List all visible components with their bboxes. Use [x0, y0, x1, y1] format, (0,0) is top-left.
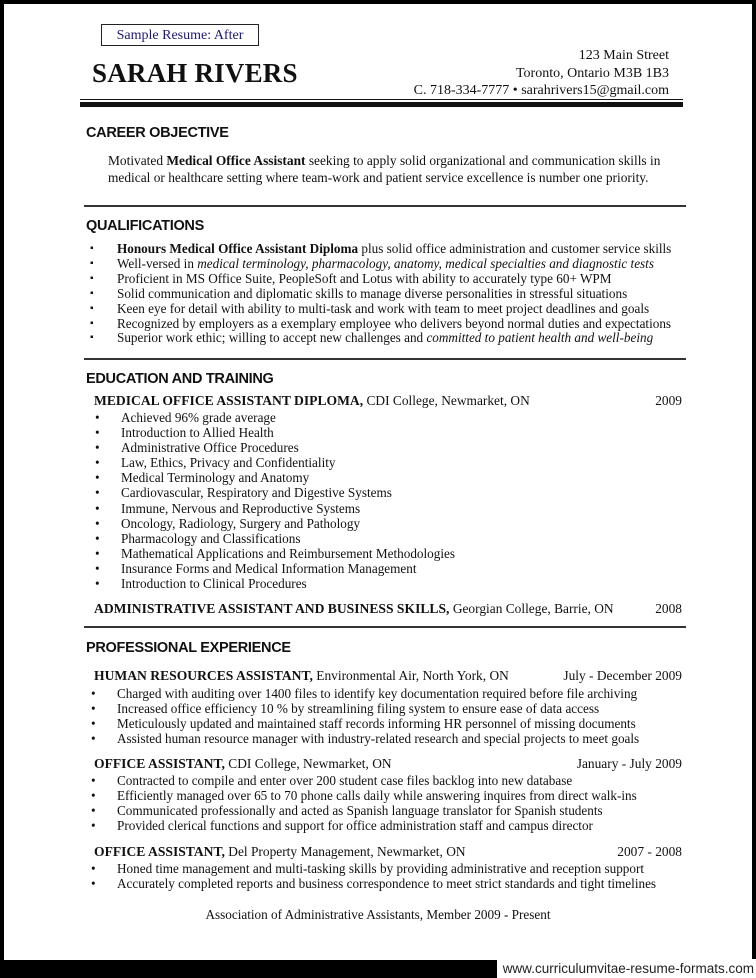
duty-item [88, 818, 637, 833]
job-entry-title [94, 668, 682, 684]
qualification-item [88, 331, 671, 346]
objective-role: Medical Office Assistant [166, 153, 306, 168]
duty-item [88, 701, 639, 716]
qualification-text: Proficient in MS Office Suite, PeopleSoft and Lotus with ability to accurately type 60+ WPM [117, 270, 612, 286]
course-name: Pharmacology and Classifications [121, 530, 301, 546]
job-entry-title [94, 756, 682, 772]
square-bullet-icon: ▪ [90, 272, 94, 284]
bullet-icon: • [91, 686, 96, 701]
job-duties-list [88, 773, 637, 833]
qualification-text: Solid communication and diplomatic skills to manage diverse personalities in stressful situations [117, 285, 628, 301]
phone-email-line [414, 82, 669, 100]
employer-detail: CDI College, Newmarket, ON [224, 756, 392, 771]
sample-tag: Sample Resume: After [101, 24, 259, 46]
contact-block [414, 47, 669, 100]
course-item [92, 576, 455, 591]
course-item [92, 470, 455, 485]
bullet-icon: • [91, 818, 96, 834]
square-bullet-icon: ▪ [90, 257, 94, 269]
job-entry-title [94, 844, 682, 860]
bullet-icon: • [95, 425, 100, 441]
square-bullet-icon: ▪ [90, 287, 94, 299]
course-name: Mathematical Applications and Reimbursement Methodologies [121, 545, 456, 561]
resume-page [4, 4, 752, 960]
course-name: Medical Terminology and Anatomy [121, 470, 310, 486]
course-name: Administrative Office Procedures [121, 440, 299, 456]
employer-detail: Del Property Management, Newmarket, ON [224, 844, 466, 859]
degree-title: MEDICAL OFFICE ASSISTANT DIPLOMA, [94, 393, 364, 408]
qualification-item [88, 317, 671, 332]
degree-title: ADMINISTRATIVE ASSISTANT AND BUSINESS SKILLS, [94, 601, 450, 616]
duty-item [88, 876, 656, 891]
job-duties-list [88, 861, 656, 891]
bullet-icon: • [91, 788, 96, 804]
duty-item [88, 716, 639, 731]
job-dates: 2007 - 2008 [617, 844, 682, 859]
duty-text: Accurately completed reports and business correspondence to meet strict standards and tight timelines [117, 876, 657, 892]
duty-text: Communicated professionally and acted as Spanish language translator for Spanish students [117, 803, 603, 819]
bullet-icon: • [91, 803, 96, 819]
heading-career-objective: CAREER OBJECTIVE [86, 125, 229, 141]
bullet-icon: • [91, 876, 96, 892]
duty-text: Efficiently managed over 65 to 70 phone calls daily while answering inquires from direct walk-ins [117, 788, 637, 804]
career-objective-text [108, 152, 698, 186]
bullet-icon: • [91, 861, 96, 876]
bullet-icon: • [91, 701, 96, 717]
education-entry-title [94, 601, 682, 617]
duty-text: Contracted to compile and enter over 200 student case files backlog into new database [117, 773, 573, 788]
job-duties-list [88, 686, 639, 746]
bullet-icon: • [95, 485, 100, 501]
qualification-item [88, 272, 671, 287]
job-title: OFFICE ASSISTANT, [94, 756, 225, 771]
square-bullet-icon: ▪ [90, 302, 94, 314]
objective-prefix: Motivated [108, 153, 167, 168]
course-name: Cardiovascular, Respiratory and Digestive Systems [121, 485, 392, 501]
course-item [92, 410, 455, 425]
bullet-icon: • [95, 470, 100, 486]
course-name: Insurance Forms and Medical Information Management [121, 560, 417, 576]
phone: C. 718-334-7777 [413, 83, 510, 98]
job-dates: July - December 2009 [563, 668, 682, 683]
duty-text: Meticulously updated and maintained staff records informing HR personnel of missing documents [117, 716, 636, 732]
qualification-text: Keen eye for detail with ability to multi-task and work with team to meet project deadlines and goals [117, 300, 650, 316]
course-name: Oncology, Radiology, Surgery and Pathology [121, 515, 361, 531]
course-name: Introduction to Clinical Procedures [121, 576, 307, 592]
school-detail: Georgian College, Barrie, ON [449, 601, 614, 616]
section-divider [84, 358, 686, 360]
course-item [92, 501, 455, 516]
square-bullet-icon: ▪ [90, 317, 94, 329]
job-title: OFFICE ASSISTANT, [94, 844, 225, 859]
qualification-bold: Honours Medical Office Assistant Diploma [117, 241, 359, 256]
job-dates: January - July 2009 [576, 756, 682, 771]
qualification-italic: medical terminology, pharmacology, anatomy, medical specialties and diagnostic tests [197, 255, 654, 271]
course-item [92, 425, 455, 440]
bullet-icon: • [95, 576, 100, 592]
email-link[interactable]: sarahrivers15@gmail.com [521, 83, 669, 98]
course-item [92, 440, 455, 455]
qualification-text: plus solid office administration and customer service skills [358, 241, 672, 256]
qualification-item [88, 302, 671, 317]
course-name: Introduction to Allied Health [121, 425, 274, 441]
qualification-item [88, 242, 671, 257]
course-item [92, 485, 455, 500]
bullet-icon: • [95, 500, 100, 516]
duty-text: Assisted human resource manager with industry-related research and special projects to meet goals [117, 731, 640, 747]
duty-item [88, 773, 637, 788]
education-year: 2008 [655, 601, 682, 616]
bullet-icon: • [95, 530, 100, 546]
school-detail: CDI College, Newmarket, ON [363, 393, 530, 408]
qualification-item [88, 257, 671, 272]
qualification-text: Superior work ethic; willing to accept new challenges and [117, 330, 427, 346]
course-item [92, 561, 455, 576]
qualifications-list [88, 242, 671, 346]
course-name: Achieved 96% grade average [121, 410, 276, 425]
heading-qualifications: QUALIFICATIONS [86, 218, 204, 234]
objective-suffix: seeking to apply solid organizational and communication skills in medical or healthcare setting where team-work and patient service excellence is number one priority. [108, 153, 661, 185]
bullet-icon: • [95, 410, 100, 425]
street-address: 123 Main Street [578, 48, 669, 63]
qualification-text: Recognized by employers as a exemplary employee who delivers beyond normal duties and expectations [117, 315, 672, 331]
bullet-icon: • [95, 515, 100, 531]
education-year: 2009 [655, 393, 682, 408]
duty-text: Provided clerical functions and support for office administration staff and campus director [117, 818, 593, 834]
employer-detail: Environmental Air, North York, ON [312, 668, 509, 683]
job-title: HUMAN RESOURCES ASSISTANT, [94, 668, 313, 683]
education-entry-title [94, 393, 682, 409]
bullet-separator-icon: • [512, 83, 518, 98]
bullet-icon: • [91, 716, 96, 732]
course-name: Law, Ethics, Privacy and Confidentiality [121, 455, 336, 471]
bullet-icon: • [91, 773, 96, 788]
bullet-icon: • [95, 560, 100, 576]
duty-item [88, 788, 637, 803]
duty-text: Honed time management and multi-tasking skills by providing administrative and reception support [117, 861, 645, 876]
duty-item [88, 686, 639, 701]
course-item [92, 516, 455, 531]
duty-item [88, 803, 637, 818]
heading-experience: PROFESSIONAL EXPERIENCE [86, 640, 291, 656]
duty-item [88, 861, 656, 876]
duty-text: Increased office efficiency 10 % by streamlining filing system to ensure ease of data access [117, 701, 600, 717]
watermark-link[interactable]: www.curriculumvitae-resume-formats.com [497, 959, 756, 978]
bullet-icon: • [95, 545, 100, 561]
qualification-text: Well-versed in [117, 255, 198, 271]
bullet-icon: • [95, 455, 100, 471]
bullet-icon: • [95, 440, 100, 456]
heading-education: EDUCATION AND TRAINING [86, 371, 274, 387]
header-divider [80, 102, 683, 107]
qualification-item [88, 287, 671, 302]
membership-note: Association of Administrative Assistants, Member 2009 - Present [205, 907, 551, 922]
course-item [92, 455, 455, 470]
duty-text: Charged with auditing over 1400 files to identify key documentation required before file archiving [117, 686, 638, 701]
section-divider [84, 626, 686, 628]
square-bullet-icon: ▪ [90, 332, 94, 344]
course-list [92, 410, 455, 591]
course-name: Immune, Nervous and Reproductive Systems [121, 500, 361, 516]
square-bullet-icon: ▪ [90, 243, 94, 254]
duty-item [88, 731, 639, 746]
candidate-name: SARAH RIVERS [92, 58, 298, 88]
section-divider [84, 205, 686, 207]
course-item [92, 531, 455, 546]
course-item [92, 546, 455, 561]
bullet-icon: • [91, 731, 96, 747]
city-address: Toronto, Ontario M3B 1B3 [515, 65, 669, 81]
qualification-italic: committed to patient health and well-being [426, 330, 654, 346]
